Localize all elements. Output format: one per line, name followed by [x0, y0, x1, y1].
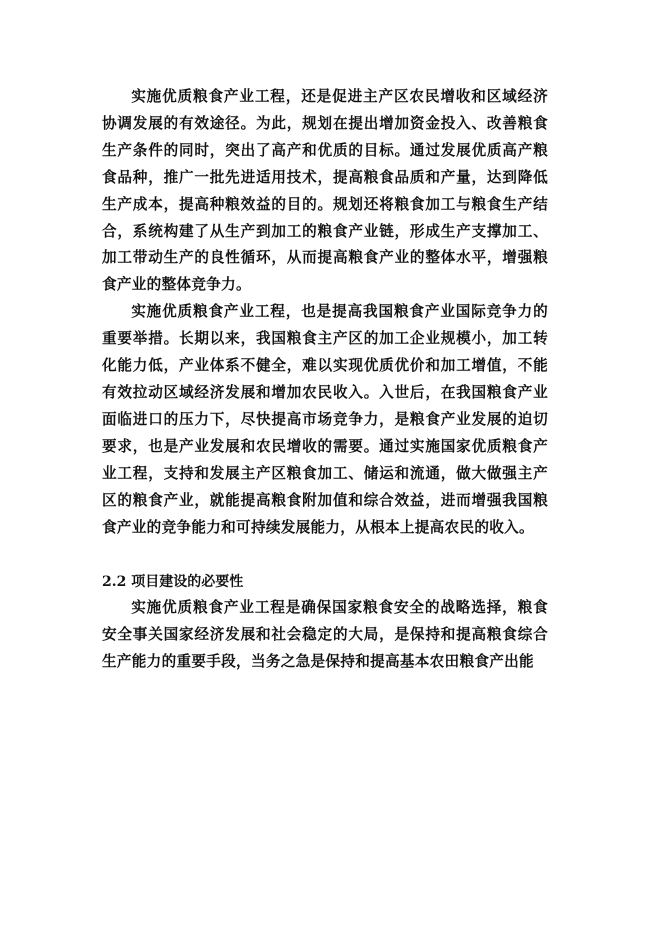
body-paragraph: 实施优质粮食产业工程，也是提高我国粮食产业国际竞争力的重要举措。长期以来，我国粮食主产区的加工企业规模小，加工转化能力低，产业体系不健全，难以实现优质优价和加工增值，不能有效拉动区域经济发展和增加农民收入。入世后，在我国粮食产业面临进口的压力下，尽快提高市场竞争力，是粮食产业发展的迫切要求，也是产业发展和农民增收的需要。通过实施国家优质粮食产业工程，支持和发展主产区粮食加工、储运和流通，做大做强主产区的粮食产业，就能提高粮食附加值和综合效益，进而增强我国粮食产业的竞争能力和可持续发展能力，从根本上提高农民的收入。 — [102, 303, 548, 536]
document-page — [102, 84, 548, 676]
section-heading: 2.2 项目建设的必要性 — [102, 574, 244, 591]
body-paragraph: 实施优质粮食产业工程，还是促进主产区农民增收和区域经济协调发展的有效途径。为此，规划在提出增加资金投入、改善粮食生产条件的同时，突出了高产和优质的目标。通过发展优质高产粮食品种，推广一批先进适用技术，提高粮食品质和产量，达到降低生产成本，提高种粮效益的目的。规划还将粮食加工与粮食生产结合，系统构建了从生产到加工的粮食产业链，形成生产支撑加工、加工带动生产的良性循环，从而提高粮食产业的整体水平，增强粮食产业的整体竞争力。 — [102, 88, 548, 294]
section-paragraph: 实施优质粮食产业工程是确保国家粮食安全的战略选择，粮食安全事关国家经济发展和社会稳定的大局，是保持和提高粮食综合生产能力的重要手段，当务之急是保持和提高基本农田粮食产出能 — [102, 599, 548, 671]
